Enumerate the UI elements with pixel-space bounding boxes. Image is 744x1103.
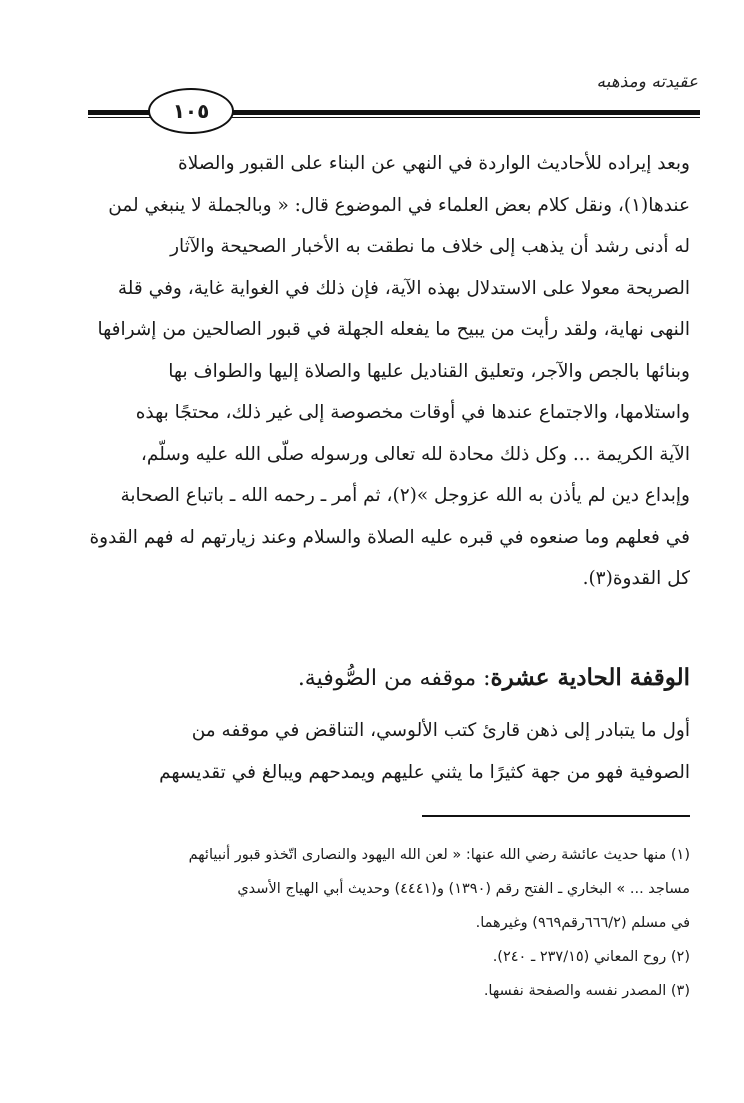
paragraph-line: الصوفية فهو من جهة كثيرًا ما يثني عليهم ويمدحهم ويبالغ في تقديسهم <box>159 761 690 783</box>
footnote-line: في مسلم (٦٦٦/٢رقم٩٦٩) وغيرهما. <box>475 915 690 931</box>
footnote-line: (٣) المصدر نفسه والصفحة نفسها. <box>483 983 690 999</box>
main-paragraph <box>84 143 690 600</box>
paragraph-line: الآية الكريمة ... وكل ذلك محادة لله تعالى ورسوله صلّى الله عليه وسلّم، <box>140 443 690 465</box>
running-header: عقيدته ومذهبه <box>596 72 698 92</box>
paragraph-line: كل القدوة(٣). <box>582 568 690 589</box>
footnotes <box>84 838 690 1008</box>
paragraph-line: أول ما يتبادر إلى ذهن قارئ كتب الألوسي، التناقض في موقفه من <box>191 720 690 741</box>
section-heading-title: الوقفة الحادية عشرة <box>490 664 690 691</box>
page-number-badge <box>148 88 234 134</box>
footnote-line: مساجد ... » البخاري ـ الفتح رقم (١٣٩٠) و(٤٤٤١) وحديث أبي الهياج الأسدي <box>237 881 690 897</box>
paragraph-line: وبنائها بالجص والآجر، وتعليق القناديل عليها والصلاة إليها والطواف بها <box>168 360 690 382</box>
paragraph-line: وإبداع دين لم يأذن به الله عزوجل »(٢)، ثم أمر ـ رحمه الله ـ باتباع الصحابة <box>120 485 690 506</box>
footnote-line: (١) منها حديث عائشة رضي الله عنها: « لعن الله اليهود والنصارى اتّخذو قبور أنبيائهم <box>188 847 690 863</box>
paragraph-line: في فعلهم وما صنعوه في قبره عليه الصلاة والسلام وعند زيارتهم له فهم القدوة <box>89 526 690 548</box>
paragraph-line: له أدنى رشد أن يذهب إلى خلاف ما نطقت به الأخبار الصحيحة والآثار <box>170 236 690 257</box>
paragraph-line: عندها(١)، ونقل كلام بعض العلماء في الموضوع قال: « وبالجملة لا ينبغي لمن <box>108 194 690 216</box>
footnote-line: (٢) روح المعاني (٢٣٧/١٥ ـ ٢٤٠). <box>492 949 690 965</box>
paragraph-line: وبعد إيراده للأحاديث الواردة في النهي عن البناء على القبور والصلاة <box>178 153 690 174</box>
page-number: ١٠٥ <box>172 99 210 123</box>
section-heading-subtitle: : موقفه من الصُّوفية. <box>297 666 491 691</box>
paragraph-line: واستلامها، والاجتماع عندها في أوقات مخصوصة إلى غير ذلك، محتجًا بهذه <box>135 402 690 423</box>
footnote-separator <box>422 815 690 817</box>
paragraph-line: الصريحة معولا على الاستدلال بهذه الآية، فإن ذلك في الغواية غاية، وفي قلة <box>117 277 690 299</box>
section-heading <box>90 664 690 691</box>
paragraph-line: النهى نهاية، ولقد رأيت من يبيح ما يفعله الجهلة في قبور الصالحين من إشرافها <box>97 319 690 340</box>
second-paragraph <box>84 710 690 793</box>
